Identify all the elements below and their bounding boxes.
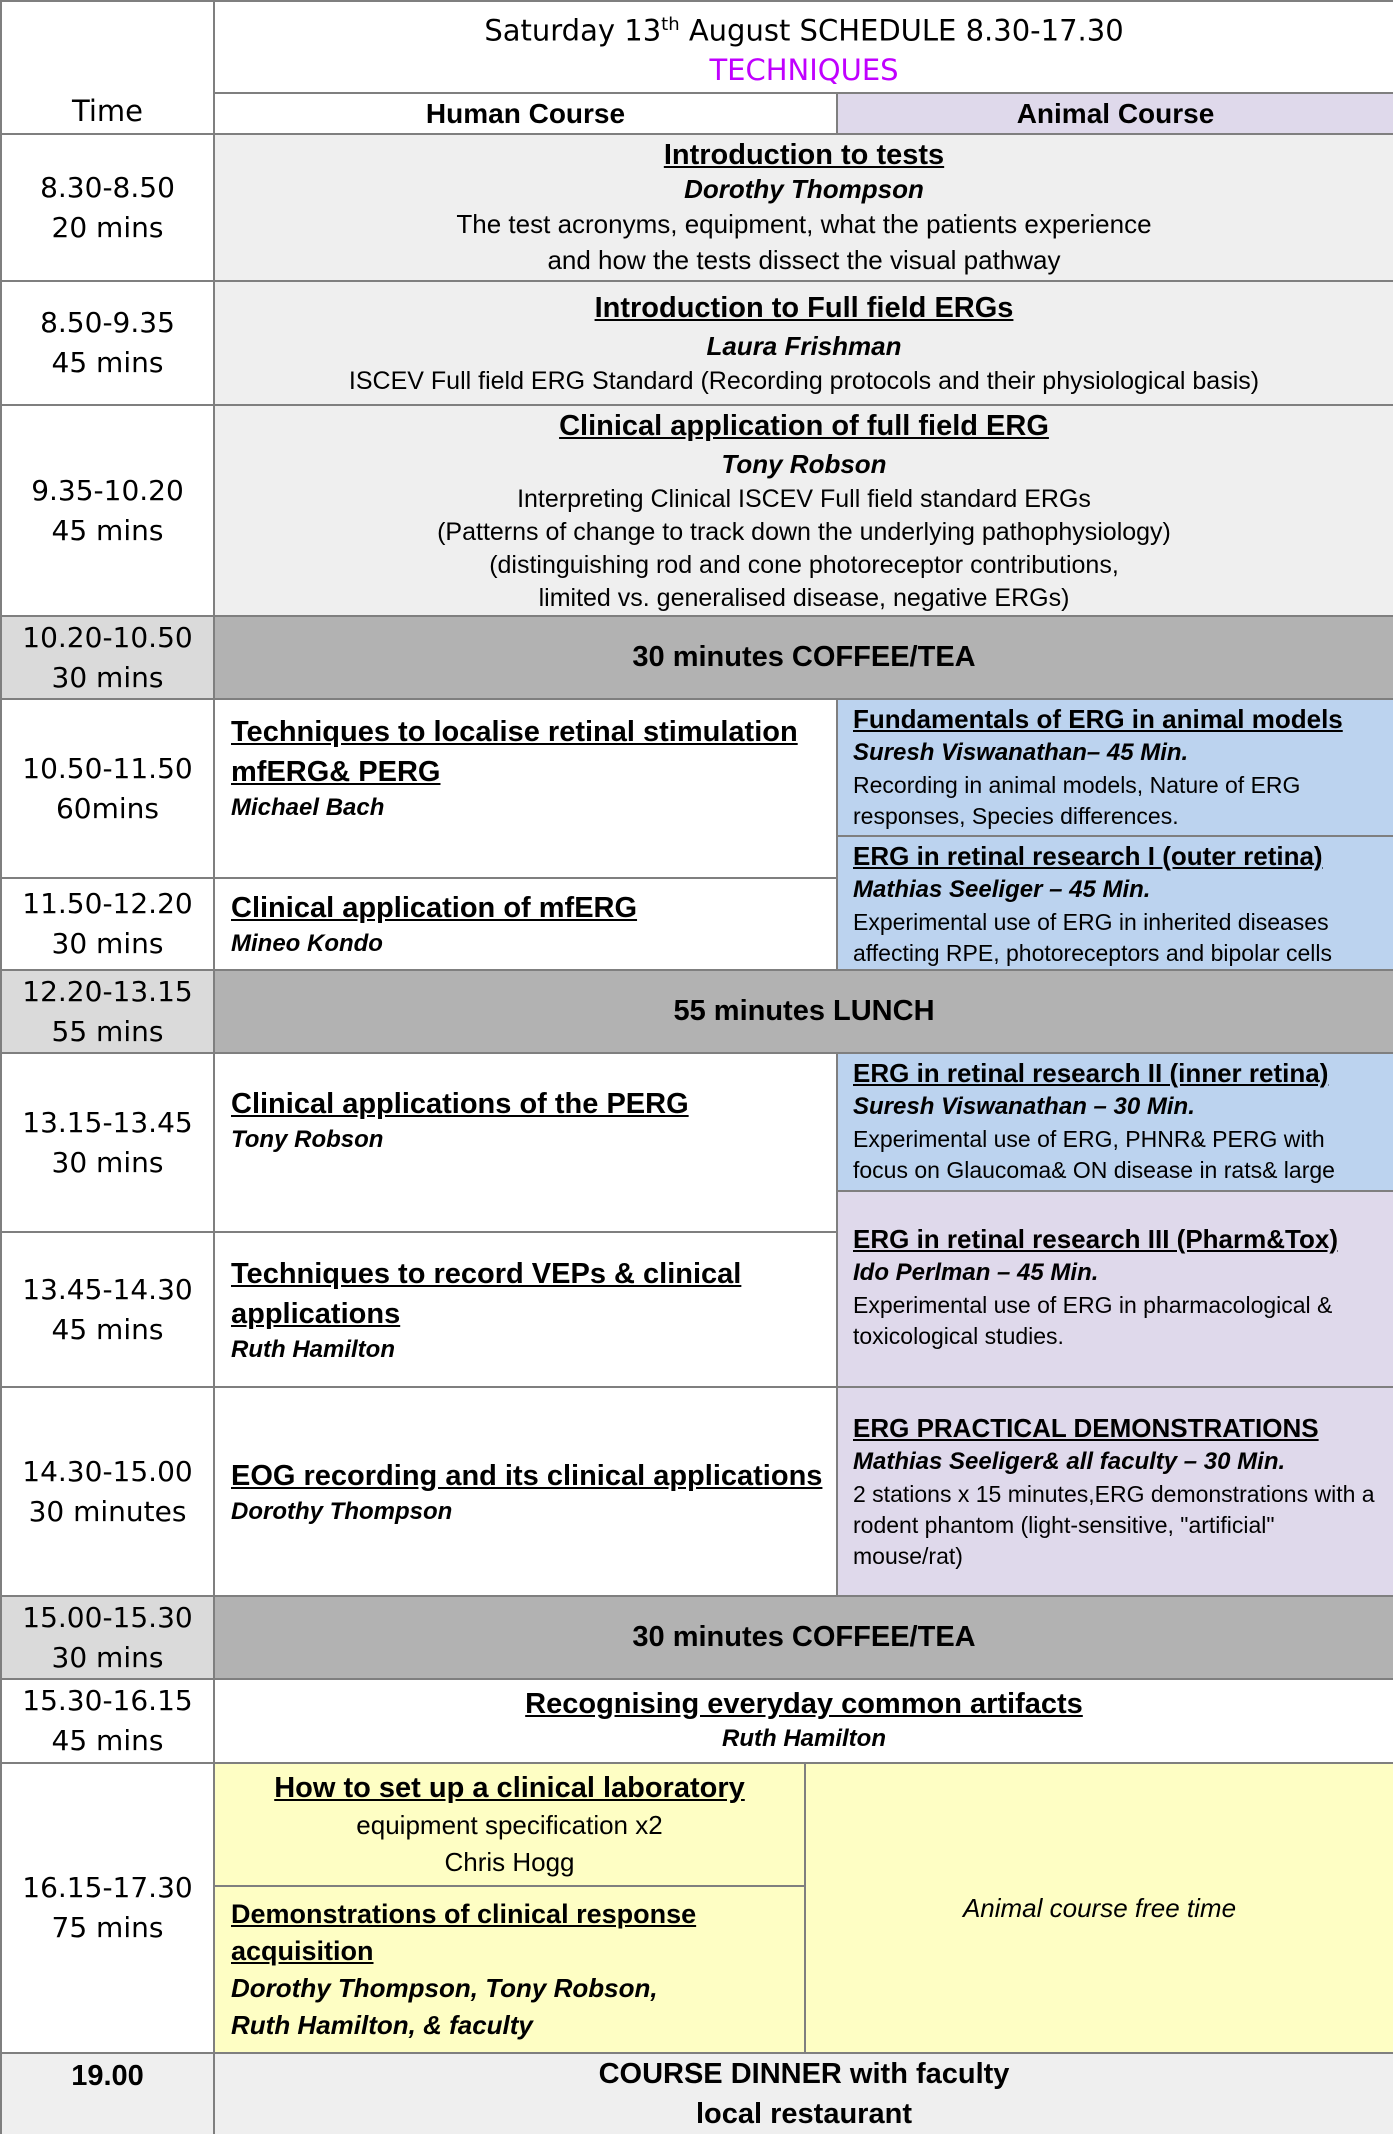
session-clinical-perg <box>213 1052 836 1231</box>
animal-session-pharm-tox <box>836 1190 1393 1386</box>
dinner-line-1: COURSE DINNER with faculty <box>598 2058 1010 2090</box>
human-course-header: Human Course <box>213 92 836 133</box>
session-speaker: Tony Robson <box>721 449 887 479</box>
session-title: ERG in retinal research I (outer retina) <box>853 841 1323 871</box>
break-label: 55 minutes LUNCH <box>673 995 935 1027</box>
session-speaker: Suresh Viswanathan – 30 Min. <box>853 1093 1195 1120</box>
lunch-break <box>213 969 1393 1052</box>
session-speaker: Mathias Seeliger – 45 Min. <box>853 876 1151 903</box>
break-label: 30 minutes COFFEE/TEA <box>632 641 976 673</box>
session-clinical-full-field-erg <box>213 404 1393 615</box>
session-title: Clinical applications of the PERG <box>231 1088 689 1120</box>
session-title: How to set up a clinical laboratory <box>274 1771 745 1804</box>
session-description: Experimental use of ERG in pharmacological & toxicological studies. <box>853 1292 1333 1349</box>
session-eog-recording <box>213 1386 836 1595</box>
free-time-label: Animal course free time <box>962 1892 1237 1923</box>
time-cell: 11.50-12.20 30 mins <box>2 877 213 969</box>
session-clinical-mferg <box>213 877 836 969</box>
coffee-break <box>213 615 1393 698</box>
session-intro-full-field-ergs <box>213 280 1393 404</box>
session-description: (Patterns of change to track down the underlying pathophysiology) <box>437 518 1171 546</box>
dinner-line-2: local restaurant <box>696 2098 912 2130</box>
session-title: Introduction to tests <box>663 138 945 171</box>
session-title: Fundamentals of ERG in animal models <box>853 704 1343 734</box>
schedule-title: Saturday 13th August SCHEDULE 8.30-17.30 <box>484 13 1124 48</box>
time-cell: 13.15-13.45 30 mins <box>2 1052 213 1231</box>
time-cell: 12.20-13.15 55 mins <box>2 969 213 1052</box>
session-description: Recording in animal models, Nature of ERG responses, Species differences. <box>853 772 1301 829</box>
session-common-artifacts <box>213 1678 1393 1762</box>
time-cell: 8.50-9.35 45 mins <box>2 280 213 404</box>
session-speaker: Ido Perlman – 45 Min. <box>853 1259 1099 1286</box>
session-record-veps <box>213 1231 836 1386</box>
time-cell: 14.30-15.00 30 minutes <box>2 1386 213 1595</box>
time-cell: 15.00-15.30 30 mins <box>2 1595 213 1678</box>
time-cell: 10.20-10.50 30 mins <box>2 615 213 698</box>
session-speaker: Suresh Viswanathan– 45 Min. <box>853 739 1189 766</box>
session-description: Experimental use of ERG in inherited diseases affecting RPE, photoreceptors and bipolar cells <box>853 909 1333 966</box>
session-title: EOG recording and its clinical applications <box>231 1459 823 1492</box>
session-setup-clinical-lab <box>213 1762 804 1885</box>
session-title: ERG PRACTICAL DEMONSTRATIONS <box>853 1413 1319 1443</box>
break-label: 30 minutes COFFEE/TEA <box>632 1621 976 1653</box>
session-speaker: Tony Robson <box>231 1126 384 1153</box>
session-description: 2 stations x 15 minutes,ERG demonstrations with a rodent phantom (light-sensitive, "artificial" mouse/rat) <box>853 1481 1375 1569</box>
animal-course-header: Animal Course <box>836 92 1393 133</box>
session-title: Introduction to Full field ERGs <box>594 292 1014 324</box>
session-intro-tests <box>213 133 1393 280</box>
session-description: ISCEV Full field ERG Standard (Recording protocols and their physiological basis) <box>348 367 1260 395</box>
session-speaker: Laura Frishman <box>706 331 902 361</box>
session-speaker: Dorothy Thompson <box>231 1497 453 1525</box>
session-speaker: Ruth Hamilton <box>722 1725 886 1752</box>
session-description: equipment specification x2 <box>356 1809 663 1840</box>
session-description: (distinguishing rod and cone photoreceptor contributions, <box>489 551 1119 579</box>
animal-session-inner-retina <box>836 1052 1393 1190</box>
animal-session-outer-retina <box>836 835 1393 969</box>
time-cell: 19.00 <box>2 2052 213 2134</box>
session-title: Recognising everyday common artifacts <box>525 1688 1083 1720</box>
session-title: ERG in retinal research II (inner retina) <box>853 1058 1329 1088</box>
session-speaker: Ruth Hamilton <box>231 1335 395 1363</box>
session-title: Clinical application of full field ERG <box>559 410 1049 442</box>
session-title: Demonstrations of clinical response acquisition <box>231 1898 697 1966</box>
coffee-break <box>213 1595 1393 1678</box>
schedule-title-cell <box>213 2 1393 92</box>
time-cell: 10.50-11.50 60mins <box>2 698 213 877</box>
session-title: ERG in retinal research III (Pharm&Tox) <box>853 1224 1338 1254</box>
course-dinner <box>213 2052 1393 2134</box>
time-cell: 8.30-8.50 20 mins <box>2 133 213 280</box>
session-speaker: Dorothy Thompson, Tony Robson, Ruth Hamilton, & faculty <box>231 1972 658 2040</box>
session-speaker: Chris Hogg <box>444 1846 575 1877</box>
time-cell: 16.15-17.30 75 mins <box>2 1762 213 2052</box>
animal-course-free-time <box>804 1762 1393 2052</box>
session-description: Experimental use of ERG, PHNR& PERG with focus on Glaucoma& ON disease in rats& large <box>853 1126 1335 1183</box>
schedule-subtitle: TECHNIQUES <box>709 52 899 87</box>
session-title: Clinical application of mfERG <box>231 892 638 924</box>
session-localise-retinal-stimulation <box>213 698 836 877</box>
session-title: Techniques to localise retinal stimulation mfERG& PERG <box>231 716 798 788</box>
session-description: limited vs. generalised disease, negative ERGs) <box>538 584 1070 612</box>
session-speaker: Mineo Kondo <box>231 930 383 957</box>
time-cell: 13.45-14.30 45 mins <box>2 1231 213 1386</box>
time-cell: 9.35-10.20 45 mins <box>2 404 213 615</box>
time-header-label: Time <box>72 94 143 128</box>
session-title: Techniques to record VEPs & clinical applications <box>231 1257 742 1330</box>
animal-session-fundamentals <box>836 698 1393 835</box>
time-header-cell <box>2 2 213 133</box>
session-description: The test acronyms, equipment, what the patients experience <box>456 208 1152 239</box>
session-description: and how the tests dissect the visual pathway <box>547 244 1061 275</box>
session-demonstrations-clinical <box>213 1885 804 2052</box>
animal-session-practical-demos <box>836 1386 1393 1595</box>
time-cell: 15.30-16.15 45 mins <box>2 1678 213 1762</box>
session-description: Interpreting Clinical ISCEV Full field standard ERGs <box>517 485 1091 513</box>
session-speaker: Michael Bach <box>231 794 385 821</box>
session-speaker: Dorothy Thompson <box>684 173 924 204</box>
session-speaker: Mathias Seeliger& all faculty – 30 Min. <box>853 1448 1286 1475</box>
